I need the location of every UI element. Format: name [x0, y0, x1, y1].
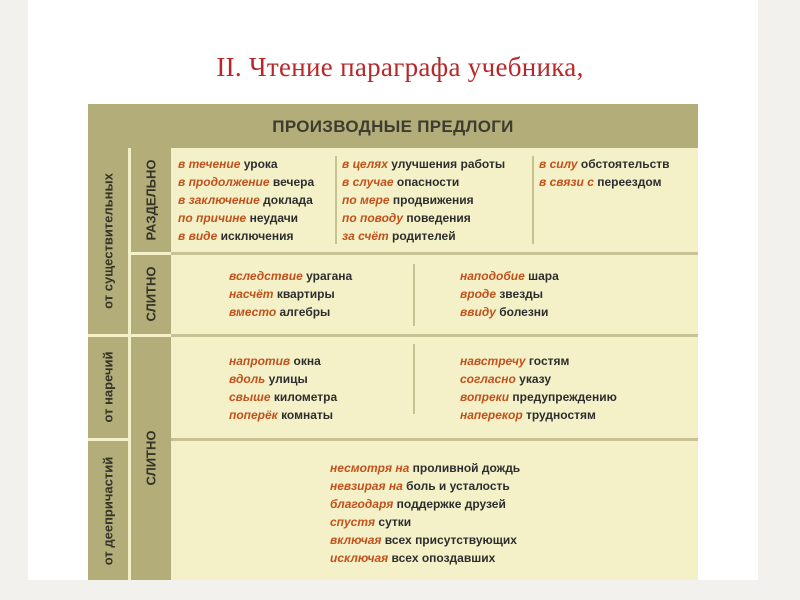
preposition-context: звезды [496, 287, 544, 301]
preposition-context: урагана [302, 269, 353, 283]
writing-joint-top-label: СЛИТНО [143, 266, 159, 322]
preposition-example [460, 352, 617, 370]
preposition-example [342, 173, 505, 191]
preposition-context: трудностям [522, 408, 596, 422]
writing-separate-label: РАЗДЕЛЬНО [143, 159, 159, 241]
separate-col-2 [342, 155, 505, 245]
preposition-keyword: в целях [342, 157, 388, 171]
preposition-context: километра [270, 390, 338, 404]
preposition-example [229, 285, 352, 303]
preposition-keyword: в заключение [178, 193, 260, 207]
preposition-context: указу [515, 372, 551, 386]
preposition-context: предупреждению [509, 390, 617, 404]
preposition-example [330, 513, 520, 531]
preposition-context: болезни [495, 305, 549, 319]
adverb-col-1 [229, 352, 337, 424]
preposition-context: квартиры [273, 287, 335, 301]
preposition-context: продвижения [389, 193, 474, 207]
preposition-keyword: по мере [342, 193, 390, 207]
preposition-example [330, 459, 520, 477]
preposition-context: алгебры [276, 305, 331, 319]
preposition-example [539, 173, 670, 191]
preposition-keyword: в виде [178, 229, 218, 243]
row-divider [171, 252, 698, 255]
preposition-context: сутки [375, 515, 412, 529]
table-header: ПРОИЗВОДНЫЕ ПРЕДЛОГИ [88, 104, 698, 148]
preposition-context: обстоятельств [577, 157, 670, 171]
prepositions-table [88, 104, 698, 580]
preposition-keyword: благодаря [330, 497, 394, 511]
preposition-keyword: вдоль [229, 372, 266, 386]
preposition-example [330, 477, 520, 495]
preposition-context: всех опоздавших [388, 551, 496, 565]
column-divider [413, 344, 415, 414]
preposition-example [342, 209, 505, 227]
preposition-example [229, 352, 337, 370]
preposition-context: поведения [403, 211, 471, 225]
preposition-context: поддержке друзей [393, 497, 506, 511]
column-divider [413, 264, 415, 326]
preposition-example [229, 303, 352, 321]
preposition-keyword: несмотря на [330, 461, 410, 475]
separate-col-1 [178, 155, 314, 245]
preposition-keyword: в течение [178, 157, 241, 171]
preposition-keyword: в случае [342, 175, 394, 189]
preposition-context: проливной дождь [409, 461, 521, 475]
preposition-example [178, 155, 314, 173]
preposition-example [229, 406, 337, 424]
group-participles-cell [88, 441, 128, 580]
writing-joint-top-cell [131, 255, 171, 334]
preposition-example [330, 495, 520, 513]
preposition-example [178, 191, 314, 209]
preposition-example [342, 227, 505, 245]
preposition-context: шара [524, 269, 559, 283]
preposition-keyword: спустя [330, 515, 376, 529]
preposition-example [460, 267, 559, 285]
preposition-example [229, 267, 352, 285]
slide-title: II. Чтение параграфа учебника, [216, 52, 584, 82]
column-divider [335, 156, 337, 244]
preposition-keyword: вследствие [229, 269, 303, 283]
preposition-example [460, 285, 559, 303]
preposition-example [229, 388, 337, 406]
preposition-context: улицы [265, 372, 308, 386]
preposition-example [539, 155, 670, 173]
preposition-example [330, 549, 520, 567]
preposition-context: комнаты [277, 408, 334, 422]
column-divider [532, 156, 534, 244]
preposition-context: вечера [269, 175, 315, 189]
preposition-example [178, 173, 314, 191]
participle-col [330, 459, 520, 567]
preposition-example [178, 209, 314, 227]
preposition-context: улучшения работы [387, 157, 506, 171]
noun-joint-col-1 [229, 267, 352, 321]
preposition-keyword: вместо [229, 305, 277, 319]
preposition-keyword: навстречу [460, 354, 526, 368]
preposition-context: всех присутствующих [381, 533, 517, 547]
preposition-example [460, 406, 617, 424]
preposition-context: окна [290, 354, 321, 368]
noun-joint-col-2 [460, 267, 559, 321]
preposition-context: опасности [393, 175, 460, 189]
preposition-context: родителей [388, 229, 456, 243]
preposition-example [178, 227, 314, 245]
preposition-keyword: невзирая на [330, 479, 403, 493]
preposition-example [342, 155, 505, 173]
preposition-example [330, 531, 520, 549]
preposition-keyword: вопреки [460, 390, 510, 404]
preposition-example [460, 370, 617, 388]
preposition-keyword: вроде [460, 287, 496, 301]
preposition-keyword: за счёт [342, 229, 389, 243]
group-nouns-cell [88, 148, 128, 334]
preposition-keyword: в продолжение [178, 175, 270, 189]
preposition-keyword: напротив [229, 354, 291, 368]
preposition-context: доклада [259, 193, 313, 207]
preposition-keyword: насчёт [229, 287, 274, 301]
preposition-keyword: исключая [330, 551, 389, 565]
adverb-col-2 [460, 352, 617, 424]
preposition-keyword: по причине [178, 211, 247, 225]
preposition-context: переездом [593, 175, 662, 189]
preposition-keyword: наподобие [460, 269, 525, 283]
preposition-context: исключения [217, 229, 294, 243]
preposition-keyword: включая [330, 533, 382, 547]
preposition-example [460, 303, 559, 321]
preposition-keyword: по поводу [342, 211, 404, 225]
writing-separate-cell [131, 148, 171, 252]
preposition-context: неудачи [246, 211, 299, 225]
preposition-example [460, 388, 617, 406]
preposition-keyword: поперёк [229, 408, 278, 422]
writing-joint-bottom-label: СЛИТНО [143, 430, 159, 486]
writing-joint-bottom-cell [131, 337, 171, 580]
preposition-keyword: ввиду [460, 305, 496, 319]
preposition-example [229, 370, 337, 388]
preposition-keyword: в силу [539, 157, 578, 171]
group-adverbs-label: от наречий [100, 351, 116, 423]
group-participles-label: от деепричастий [100, 456, 116, 566]
row-divider [171, 438, 698, 441]
row-divider [171, 334, 698, 337]
preposition-context: урока [240, 157, 278, 171]
separate-col-3 [539, 155, 670, 191]
preposition-keyword: в связи с [539, 175, 594, 189]
preposition-keyword: согласно [460, 372, 516, 386]
group-nouns-label: от существительных [100, 173, 116, 309]
preposition-keyword: свыше [229, 390, 271, 404]
preposition-keyword: наперекор [460, 408, 523, 422]
preposition-example [342, 191, 505, 209]
group-adverbs-cell [88, 337, 128, 438]
preposition-context: гостям [525, 354, 570, 368]
preposition-context: боль и усталость [402, 479, 510, 493]
